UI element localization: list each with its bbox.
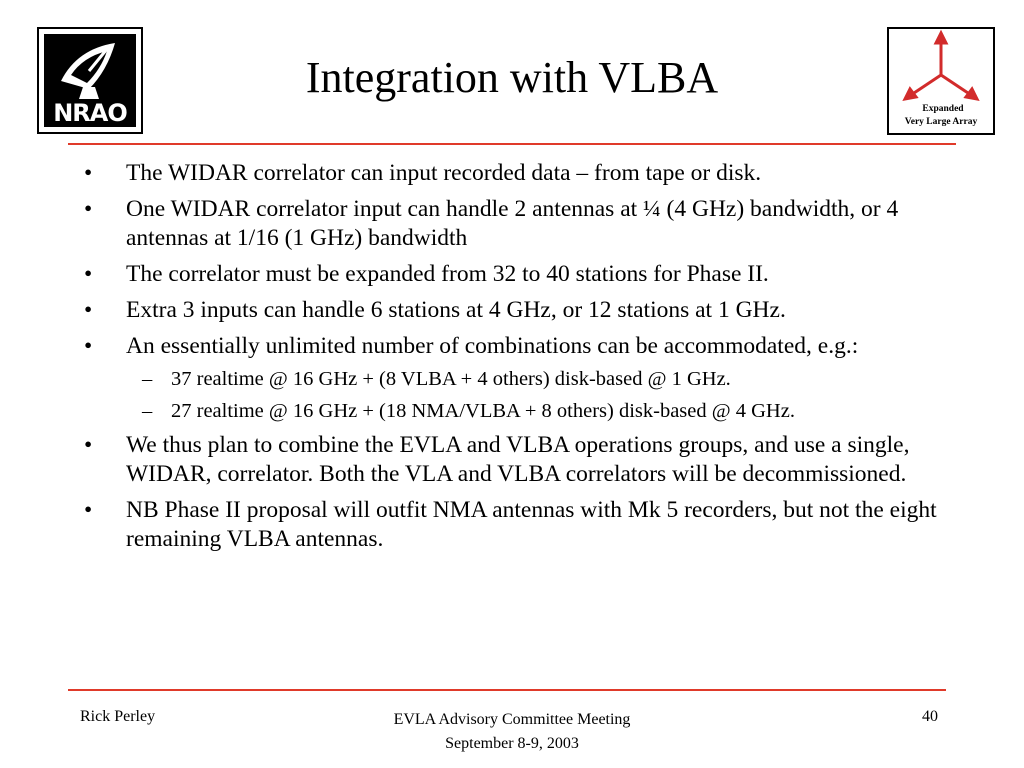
bullet-marker: • (84, 432, 93, 458)
footer-event-name: EVLA Advisory Committee Meeting (393, 711, 631, 728)
bullet-text: We thus plan to combine the EVLA and VLBA operations groups, and use a single, WIDAR, correlator. Both the VLA and VLBA correlators will be decommissioned. (126, 432, 910, 487)
bullet-item (78, 431, 958, 489)
bullet-text: An essentially unlimited number of combinations can be accommodated, e.g.: (126, 333, 859, 359)
bullet-marker: • (84, 261, 93, 287)
page-number: 40 (922, 708, 938, 725)
sub-bullet-text: 27 realtime @ 16 GHz + (18 NMA/VLBA + 8 others) disk-based @ 4 GHz. (171, 400, 795, 422)
evla-logo-line1: Expanded (922, 104, 964, 114)
bullet-text: The correlator must be expanded from 32 to 40 stations for Phase II. (126, 261, 769, 287)
sub-bullet-text: 37 realtime @ 16 GHz + (8 VLBA + 4 others) disk-based @ 1 GHz. (171, 368, 731, 390)
bullet-marker: • (84, 160, 93, 186)
bullet-item (78, 496, 958, 554)
bullet-list (78, 159, 958, 561)
bullet-marker: • (84, 497, 93, 523)
bullet-marker: • (84, 333, 93, 359)
bottom-divider (68, 689, 946, 691)
nrao-logo-icon (37, 27, 143, 134)
bullet-item (78, 159, 958, 188)
sub-bullet-marker: – (142, 368, 153, 390)
top-divider (68, 143, 956, 145)
bullet-item (78, 296, 958, 325)
bullet-marker: • (84, 297, 93, 323)
bullet-text: One WIDAR correlator input can handle 2 antennas at ¼ (4 GHz) bandwidth, or 4 antennas at 1/16 (1 GHz) bandwidth (126, 196, 899, 251)
evla-logo-icon (887, 27, 995, 135)
sub-bullet-item (126, 398, 958, 424)
nrao-logo (37, 27, 143, 134)
slide-title: Integration with VLBA (305, 53, 719, 102)
bullet-item (78, 332, 958, 424)
nrao-logo-text: NRAO (53, 99, 127, 127)
footer-event (312, 708, 712, 756)
bullet-item (78, 195, 958, 253)
footer-event-date: September 8-9, 2003 (445, 735, 579, 752)
bullet-text: NB Phase II proposal will outfit NMA antennas with Mk 5 recorders, but not the eight remaining VLBA antennas. (126, 497, 937, 552)
sub-bullet-list (126, 366, 958, 424)
bullet-text: The WIDAR correlator can input recorded data – from tape or disk. (126, 160, 762, 186)
sub-bullet-marker: – (142, 400, 153, 422)
footer-author: Rick Perley (80, 708, 156, 725)
evla-logo-line2: Very Large Array (904, 117, 978, 127)
evla-logo (887, 27, 995, 135)
bullet-item (78, 260, 958, 289)
bullet-text: Extra 3 inputs can handle 6 stations at 4 GHz, or 12 stations at 1 GHz. (126, 297, 786, 323)
bullet-marker: • (84, 196, 93, 222)
sub-bullet-item (126, 366, 958, 392)
